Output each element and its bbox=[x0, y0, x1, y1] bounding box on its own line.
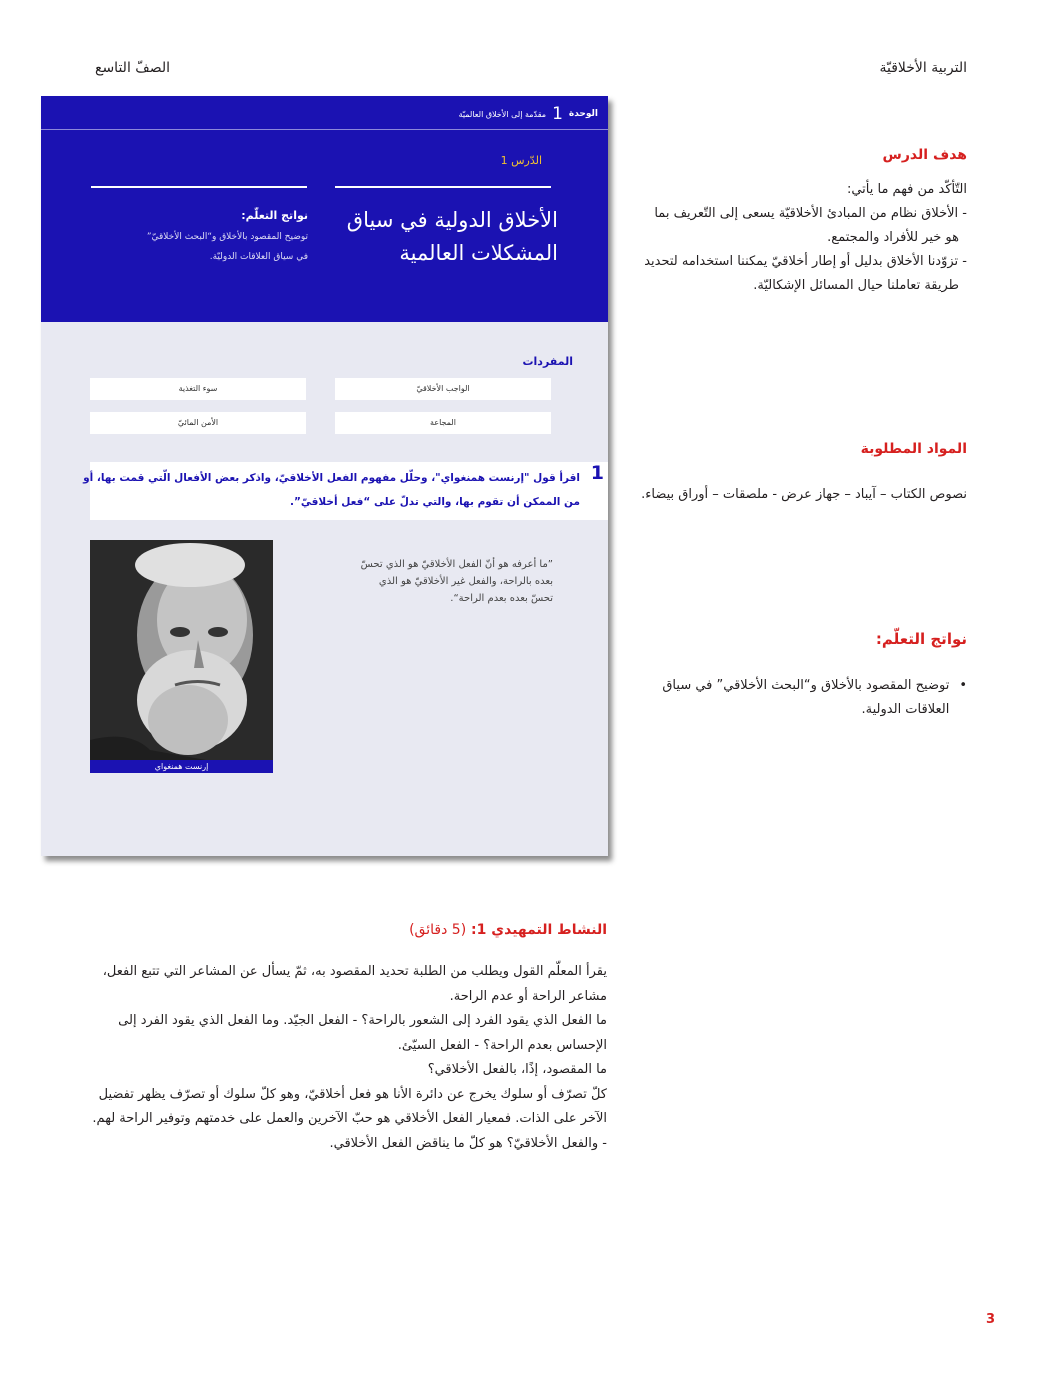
hemingway-photo bbox=[90, 540, 273, 772]
activity-line: كلّ تصرّف أو سلوك يخرج عن دائرة الأنا هو فعل أخلاقيّ، وهو كلّ سلوك أو تصرّف يظهر تفضيل bbox=[98, 1086, 607, 1102]
activity-line: الإحساس بعدم الراحة؟ - الفعل السيّئ. bbox=[397, 1037, 607, 1053]
task-text bbox=[83, 466, 580, 514]
vocab-item: الأمن المائيّ bbox=[90, 412, 306, 434]
vocab-item: سوء التغذية bbox=[90, 378, 306, 400]
task-line-2: من الممكن أن تقوم بها، والتي تدلّ على “فعل أخلاقيّ”. bbox=[290, 496, 580, 508]
lesson-label: الدّرس 1 bbox=[500, 154, 542, 167]
task-line-1: اقرأ قول "إرنست همنغواي"، وحلّل مفهوم الفعل الأخلاقيّ، واذكر بعض الأفعال الّتي قمت بها، أو bbox=[83, 472, 580, 484]
unit-label: الوحدة bbox=[568, 109, 598, 119]
goal-point-line: - الأخلاق نظام من المبادئ الأخلاقيّة يسعى إلى التّعريف بما bbox=[654, 206, 967, 221]
book-outcomes bbox=[88, 209, 308, 267]
book-outcomes-line-2: في سياق العلاقات الدوليّة. bbox=[209, 252, 308, 262]
goal-text bbox=[637, 178, 967, 298]
goal-point-line: هو خير للأفراد والمجتمع. bbox=[827, 230, 959, 245]
goal-title: هدف الدرس bbox=[882, 147, 967, 163]
portrait-illustration bbox=[90, 540, 273, 772]
activity-line: ما الفعل الذي يقود الفرد إلى الشعور بالراحة؟ - الفعل الجيّد. وما الفعل الذي يقود الفرد إلى bbox=[118, 1013, 607, 1028]
unit-number: 1 bbox=[552, 104, 563, 124]
outcomes-title: نواتج التعلّم: bbox=[875, 630, 967, 648]
lesson-title-line-1: الأخلاق الدولية في سياق bbox=[346, 208, 558, 232]
book-outcomes-title: نواتج التعلّم: bbox=[241, 209, 308, 222]
book-outcomes-line-1: توضيح المقصود بالأخلاق و“البحث الأخلاقيّ” bbox=[146, 232, 308, 242]
activity-duration: (5 دقائق) bbox=[409, 922, 467, 938]
vocab-item: الواجب الأخلاقيّ bbox=[335, 378, 551, 400]
outcome-line: العلاقات الدولية. bbox=[861, 702, 950, 717]
task-box bbox=[83, 462, 608, 520]
unit-title: مقدّمة إلى الأخلاق العالميّة bbox=[458, 109, 547, 119]
outcomes-list bbox=[647, 674, 967, 722]
hemingway-quote bbox=[323, 556, 553, 607]
task-number: 1 bbox=[590, 462, 604, 484]
unit-line bbox=[459, 104, 598, 124]
grade-header: الصفّ التاسع bbox=[95, 60, 171, 76]
outcome-item bbox=[647, 674, 967, 722]
activity-title-label: النشاط التمهيدي 1: bbox=[471, 922, 607, 938]
activity-line: يقرأ المعلّم القول ويطلب من الطلبة تحديد المقصود به، ثمّ يسأل عن المشاعر التي تتبع الفعل، bbox=[102, 964, 607, 979]
activity-line: ما المقصود، إذًا، بالفعل الأخلاقي؟ bbox=[427, 1062, 607, 1077]
activity-body bbox=[87, 960, 607, 1156]
goal-point-line: طريقة تعاملنا حيال المسائل الإشكاليّة. bbox=[753, 278, 959, 293]
title-underline-right bbox=[335, 186, 551, 188]
quote-line-2: بعده بالراحة، والفعل غير الأخلاقيّ هو الذي bbox=[378, 576, 553, 587]
activity-title bbox=[409, 922, 607, 938]
page-number: 3 bbox=[986, 1312, 996, 1327]
materials-text: نصوص الكتاب – آيباد – جهاز عرض - ملصقات – أوراق بيضاء. bbox=[641, 487, 967, 502]
textbook-page bbox=[41, 96, 608, 856]
subject-header: التربية الأخلاقيّة bbox=[879, 60, 967, 76]
activity-line: مشاعر الراحة أو عدم الراحة. bbox=[449, 988, 607, 1004]
goal-intro: التّأكّد من فهم ما يأتي: bbox=[846, 182, 967, 197]
photo-caption: إرنست همنغواي bbox=[90, 760, 273, 773]
quote-line-3: تحسّ بعده بعدم الراحة“. bbox=[450, 593, 553, 604]
outcome-line: توضيح المقصود بالأخلاق و“البحث الأخلاقي” في سياق bbox=[662, 678, 950, 693]
vocab-title: المفردات bbox=[522, 355, 573, 368]
bullet: • bbox=[959, 678, 967, 693]
vocab-item: المجاعة bbox=[335, 412, 551, 434]
title-underline-left bbox=[91, 186, 307, 188]
goal-point-line: - تزوّدنا الأخلاق بدليل أو إطار أخلاقيّ يمكننا استخدامه لتحديد bbox=[644, 254, 967, 269]
header-rule bbox=[41, 129, 608, 130]
activity-line: - والفعل الأخلاقيّ؟ هو كلّ ما يناقض الفعل الأخلاقي. bbox=[329, 1135, 607, 1151]
activity-line: الآخر على الذات. فمعيار الفعل الأخلاقي هو حبّ الآخرين والعمل على خدمتهم وتوفير الراحة لهم. bbox=[92, 1111, 607, 1126]
quote-line-1: ”ما أعرفه هو أنّ الفعل الأخلاقيّ هو الذي تحسّ bbox=[360, 559, 553, 570]
materials-title: المواد المطلوبة bbox=[860, 441, 967, 457]
lesson-title bbox=[318, 204, 558, 270]
lesson-header-banner bbox=[41, 96, 608, 322]
lesson-title-line-2: المشكلات العالمية bbox=[399, 241, 558, 265]
